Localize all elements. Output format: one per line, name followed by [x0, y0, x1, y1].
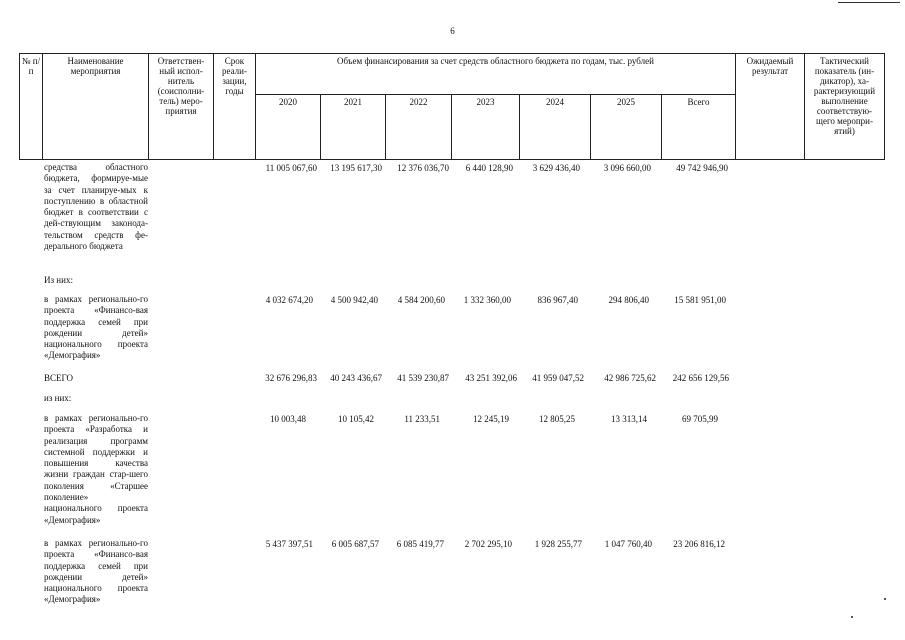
header-col-term: Срок реали-зации, годы — [213, 53, 256, 160]
value-2025: 1 047 760,40 — [604, 539, 652, 549]
value-2021: 40 243 436,67 — [330, 373, 382, 383]
value-2024: 12 805,25 — [539, 414, 575, 424]
value-2022: 11 233,51 — [404, 414, 440, 424]
value-2020: 10 003,48 — [270, 414, 306, 424]
value-2020: 5 437 397,51 — [265, 539, 313, 549]
header-year-total: Всего — [661, 94, 736, 160]
value-2021: 13 195 617,30 — [330, 163, 382, 173]
value-total: 49 742 946,90 — [676, 163, 728, 173]
value-total: 242 656 129,56 — [672, 373, 729, 383]
row-label: в рамках регионально-го проекта «Финансо-вая поддержка семей при рождении детей» национального проекта «Демография» — [44, 294, 148, 361]
value-2021: 6 005 687,57 — [331, 539, 379, 549]
row-label: в рамках регионально-го проекта «Финансо-вая поддержка семей при рождении детей» национального проекта «Демография» — [44, 538, 148, 605]
header-year-2023: 2023 — [451, 94, 520, 160]
row-label: Из них: — [44, 275, 73, 285]
value-total: 69 705,99 — [682, 414, 718, 424]
header-year-2021: 2021 — [320, 94, 386, 160]
value-2025: 42 986 725,62 — [604, 373, 656, 383]
scan-artifact-line — [838, 2, 900, 3]
value-2020: 4 032 674,20 — [265, 295, 313, 305]
header-col-number: № п/п — [19, 53, 43, 160]
value-total: 23 206 816,12 — [673, 539, 725, 549]
header-col-indicator: Тактический показатель (ин-дикатор), ха-рактеризующий выполнение соответствую-щего меропри-ятий) — [804, 53, 885, 160]
header-col-result: Ожидаемый результат — [735, 53, 805, 160]
value-2025: 13 313,14 — [611, 414, 647, 424]
header-col-responsible: Ответствен-ный испол-нитель (соисполни-тель) меро-приятия — [148, 53, 214, 160]
scan-artifact-dot — [851, 616, 853, 618]
header-col-funding: Объем финансирования за счет средств областного бюджета по годам, тыс. рублей — [255, 53, 736, 95]
value-2024: 836 967,40 — [537, 295, 578, 305]
row-label: из них: — [44, 393, 72, 403]
value-2024: 3 629 436,40 — [532, 163, 580, 173]
value-2023: 2 702 295,10 — [464, 539, 512, 549]
value-2021: 10 105,42 — [338, 414, 374, 424]
row-label: средства областного бюджета, формируе-мые за счет планируе-мых к поступлению в областной бюджет в соответствии с дей-ствующим законода-тельством средств фе-дерального бюджета — [44, 162, 148, 252]
value-2023: 12 245,19 — [473, 414, 509, 424]
value-total: 15 581 951,00 — [674, 295, 726, 305]
scan-artifact-dot — [884, 598, 886, 600]
value-2021: 4 500 942,40 — [330, 295, 378, 305]
header-year-2020: 2020 — [255, 94, 321, 160]
value-2023: 6 440 128,90 — [465, 163, 513, 173]
value-2024: 1 928 255,77 — [534, 539, 582, 549]
row-label: в рамках регионально-го проекта «Разработка и реализация программ системной поддержки и повышения качества жизни граждан стар-шего поколения «Старшее поколение» национального проекта «Демография» — [44, 413, 148, 525]
header-year-2022: 2022 — [385, 94, 452, 160]
header-year-2024: 2024 — [519, 94, 591, 160]
value-2022: 4 584 200,60 — [397, 295, 445, 305]
value-2023: 43 251 392,06 — [465, 373, 517, 383]
page-number: 6 — [450, 26, 455, 36]
row-label: ВСЕГО — [44, 373, 73, 383]
value-2025: 294 806,40 — [608, 295, 649, 305]
header-year-2025: 2025 — [590, 94, 662, 160]
value-2022: 6 085 419,77 — [396, 539, 444, 549]
value-2025: 3 096 660,00 — [603, 163, 651, 173]
value-2020: 32 676 296,83 — [265, 373, 317, 383]
header-col-name: Наименование мероприятия — [42, 53, 149, 160]
value-2022: 41 539 230,87 — [397, 373, 449, 383]
value-2024: 41 959 047,52 — [532, 373, 584, 383]
value-2022: 12 376 036,70 — [397, 163, 449, 173]
value-2023: 1 332 360,00 — [463, 295, 511, 305]
value-2020: 11 005 067,60 — [265, 163, 317, 173]
